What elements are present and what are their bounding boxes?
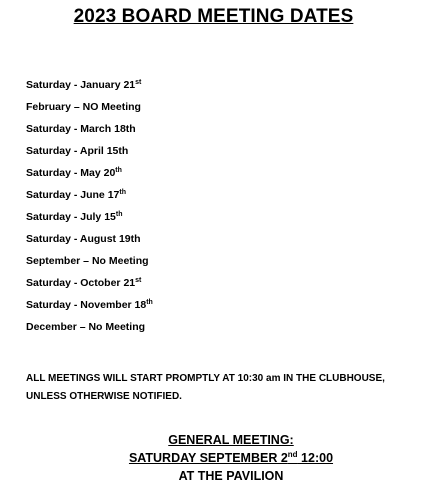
page-title: 2023 BOARD MEETING DATES (73, 6, 354, 27)
date-ordinal-suffix: th (119, 189, 126, 196)
date-ordinal-suffix: th (115, 167, 122, 174)
date-text: February – NO Meeting (26, 101, 141, 113)
date-ordinal-suffix: th (146, 299, 153, 306)
date-ordinal-suffix: th (115, 211, 123, 218)
general-meeting-time: 12:00 (297, 451, 334, 465)
date-text: Saturday - April 15th (26, 145, 129, 157)
date-item-june (26, 184, 153, 206)
date-text: September – No Meeting (26, 255, 149, 267)
date-ordinal-suffix: st (135, 79, 142, 86)
date-item-march (26, 118, 153, 140)
date-text: Saturday - July 15 (26, 211, 116, 223)
date-text: Saturday - March 18th (26, 123, 136, 135)
date-item-july (26, 206, 153, 228)
date-item-october (26, 272, 153, 294)
general-meeting-date-main: SATURDAY SEPTEMBER 2 (128, 451, 288, 465)
date-item-january (26, 74, 153, 96)
date-item-september (26, 250, 153, 272)
date-text: Saturday - January 21 (26, 79, 136, 91)
meeting-dates-list (26, 74, 153, 338)
date-text: Saturday - June 17 (26, 189, 120, 201)
date-item-november (26, 294, 153, 316)
date-item-august (26, 228, 153, 250)
date-ordinal-suffix: st (135, 277, 142, 284)
date-item-april (26, 140, 153, 162)
date-text: Saturday - August 19th (26, 233, 141, 245)
date-item-may (26, 162, 153, 184)
date-text: Saturday - November 18 (26, 299, 147, 311)
meeting-notice: ALL MEETINGS WILL START PROMPTLY AT 10:30 am IN THE CLUBHOUSE, UNLESS OTHERWISE NOTIFIED. (26, 373, 385, 402)
general-meeting-date (0, 449, 427, 467)
general-meeting-date-suffix: nd (287, 450, 298, 459)
date-item-february (26, 96, 153, 118)
date-text: December – No Meeting (26, 321, 146, 333)
general-meeting-location: AT THE PAVILION (178, 469, 284, 483)
date-item-december (26, 316, 153, 338)
general-meeting-heading: GENERAL MEETING: (168, 433, 294, 447)
date-text: Saturday - May 20 (26, 167, 116, 179)
general-meeting-block (0, 431, 427, 485)
date-text: Saturday - October 21 (26, 277, 136, 289)
